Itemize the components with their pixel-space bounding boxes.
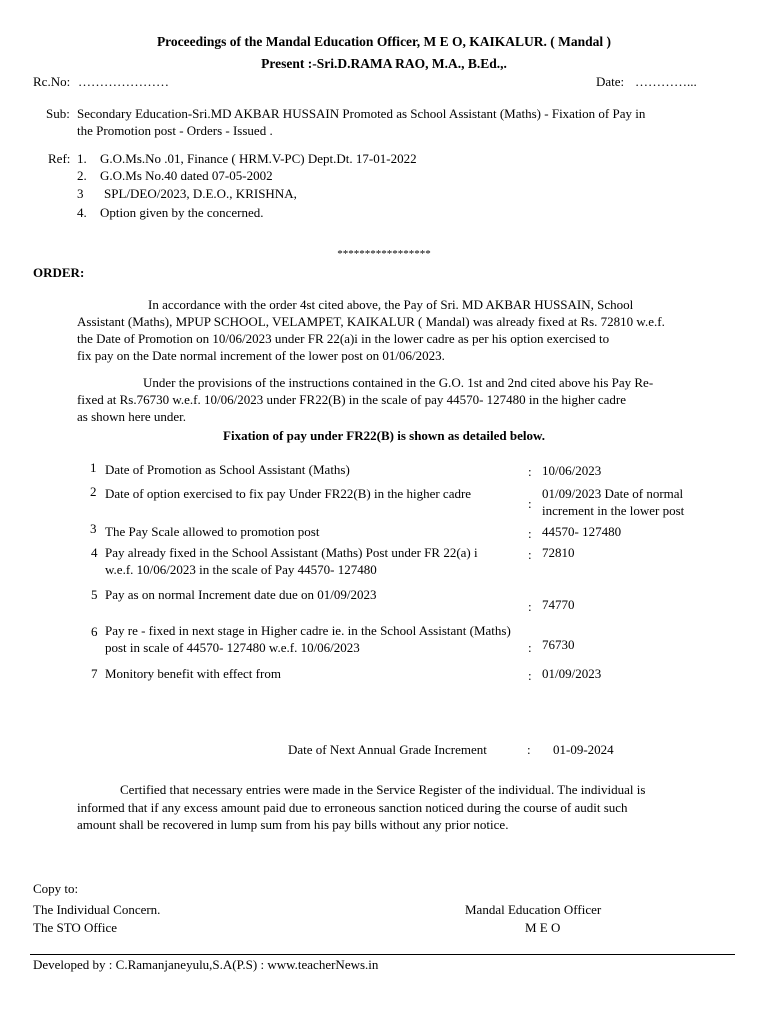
rcno-value: ………………… xyxy=(78,74,169,89)
ref-item-text: Option given by the concerned. xyxy=(100,205,264,220)
row-label: Date of Promotion as School Assistant (Maths) xyxy=(105,462,350,477)
ref-item-text: G.O.Ms No.40 dated 07-05-2002 xyxy=(100,168,273,183)
ref-item-number: 3 xyxy=(77,186,84,201)
fixation-heading: Fixation of pay under FR22(B) is shown as detailed below. xyxy=(223,428,545,443)
ref-label: Ref: xyxy=(48,151,71,166)
row-number: 1 xyxy=(90,460,97,475)
row-value: 76730 xyxy=(542,637,575,652)
row-colon: : xyxy=(528,547,532,562)
row-value: 10/06/2023 xyxy=(542,463,602,478)
row-label: Pay as on normal Increment date due on 01/09/2023 xyxy=(105,587,377,602)
row-label: The Pay Scale allowed to promotion post xyxy=(105,524,320,539)
paragraph-1-line: In accordance with the order 4st cited above, the Pay of Sri. MD AKBAR HUSSAIN, School xyxy=(148,297,634,312)
row-colon: : xyxy=(528,668,532,683)
ref-item-number: 1. xyxy=(77,151,87,166)
paragraph-1-line: fix pay on the Date normal increment of the lower post on 01/06/2023. xyxy=(77,348,445,363)
star-separator: ***************** xyxy=(337,248,431,260)
row-label: Monitory benefit with effect from xyxy=(105,666,281,681)
next-increment-value: 01-09-2024 xyxy=(553,742,614,757)
rcno-label: Rc.No: xyxy=(33,74,71,89)
row-number: 4 xyxy=(91,545,98,560)
subject-label: Sub: xyxy=(46,106,70,121)
row-colon: : xyxy=(528,640,532,655)
footer-divider xyxy=(30,954,735,955)
ref-item-number: 4. xyxy=(77,205,87,220)
row-value: 72810 xyxy=(542,545,575,560)
paragraph-2-line: Under the provisions of the instructions contained in the G.O. 1st and 2nd cited above his Pay Re- xyxy=(143,375,654,390)
signature-designation: Mandal Education Officer xyxy=(465,902,602,917)
ref-item-text: SPL/DEO/2023, D.E.O., KRISHNA, xyxy=(104,186,297,201)
row-colon: : xyxy=(528,496,532,511)
next-increment-label: Date of Next Annual Grade Increment xyxy=(288,742,487,757)
paragraph-2-line: as shown here under. xyxy=(77,409,187,424)
row-value: 74770 xyxy=(542,597,575,612)
row-label: Pay re - fixed in next stage in Higher cadre ie. in the School Assistant (Maths) post in scale of 44570- 127480 w.e.f. 10/06/2023 xyxy=(105,623,511,655)
paragraph-1-line: Assistant (Maths), MPUP SCHOOL, VELAMPET, KAIKALUR ( Mandal) was already fixed at Rs. 72810 w.e.f. xyxy=(77,314,665,329)
footer-credit: Developed by : C.Ramanjaneyulu,S.A(P.S) : www.teacherNews.in xyxy=(33,957,379,972)
subject-line-2: the Promotion post - Orders - Issued . xyxy=(77,123,273,138)
row-number: 3 xyxy=(90,521,97,536)
next-increment-colon: : xyxy=(527,742,531,757)
copy-to-label: Copy to: xyxy=(33,881,79,896)
row-colon: : xyxy=(528,526,532,541)
row-label: Date of option exercised to fix pay Under FR22(B) in the higher cadre xyxy=(105,486,472,501)
row-colon: : xyxy=(528,599,532,614)
copy-to-item: The Individual Concern. xyxy=(33,902,161,917)
row-number: 5 xyxy=(91,587,98,602)
document-title: Proceedings of the Mandal Education Officer, M E O, KAIKALUR. ( Mandal ) xyxy=(156,34,612,49)
signature-short: M E O xyxy=(525,920,561,935)
row-number: 7 xyxy=(91,666,98,681)
certification-line: amount shall be recovered in lump sum from his pay bills without any prior notice. xyxy=(77,817,509,832)
certification-line: Certified that necessary entries were made in the Service Register of the individual. The individual is xyxy=(120,782,646,797)
present-officer: Present :-Sri.D.RAMA RAO, M.A., B.Ed.,. xyxy=(261,56,507,71)
copy-to-item: The STO Office xyxy=(33,920,117,935)
certification-line: informed that if any excess amount paid due to erroneous sanction noticed during the course of audit such xyxy=(77,800,628,815)
subject-line-1: Secondary Education-Sri.MD AKBAR HUSSAIN Promoted as School Assistant (Maths) - Fixation of Pay in xyxy=(77,106,646,121)
row-value: 01/09/2023 xyxy=(542,666,602,681)
ref-item-number: 2. xyxy=(77,168,87,183)
row-number: 6 xyxy=(91,624,98,639)
paragraph-1-line: the Date of Promotion on 10/06/2023 under FR 22(a)i in the lower cadre as per his option exercised to xyxy=(77,331,610,346)
row-value: 44570- 127480 xyxy=(542,524,622,539)
order-label: ORDER: xyxy=(33,265,85,280)
row-value: 01/09/2023 Date of normal increment in the lower post xyxy=(542,486,685,518)
ref-item-text: G.O.Ms.No .01, Finance ( HRM.V-PC) Dept.Dt. 17-01-2022 xyxy=(100,151,417,166)
paragraph-2-line: fixed at Rs.76730 w.e.f. 10/06/2023 under FR22(B) in the scale of pay 44570- 127480 in the higher cadre xyxy=(77,392,627,407)
row-number: 2 xyxy=(90,484,97,499)
row-colon: : xyxy=(528,464,532,479)
row-label: Pay already fixed in the School Assistant (Maths) Post under FR 22(a) i w.e.f. 10/06/2023 in the scale of Pay 44570- 127480 xyxy=(105,545,478,577)
date-value: …………... xyxy=(635,74,697,89)
date-label: Date: xyxy=(596,74,625,89)
